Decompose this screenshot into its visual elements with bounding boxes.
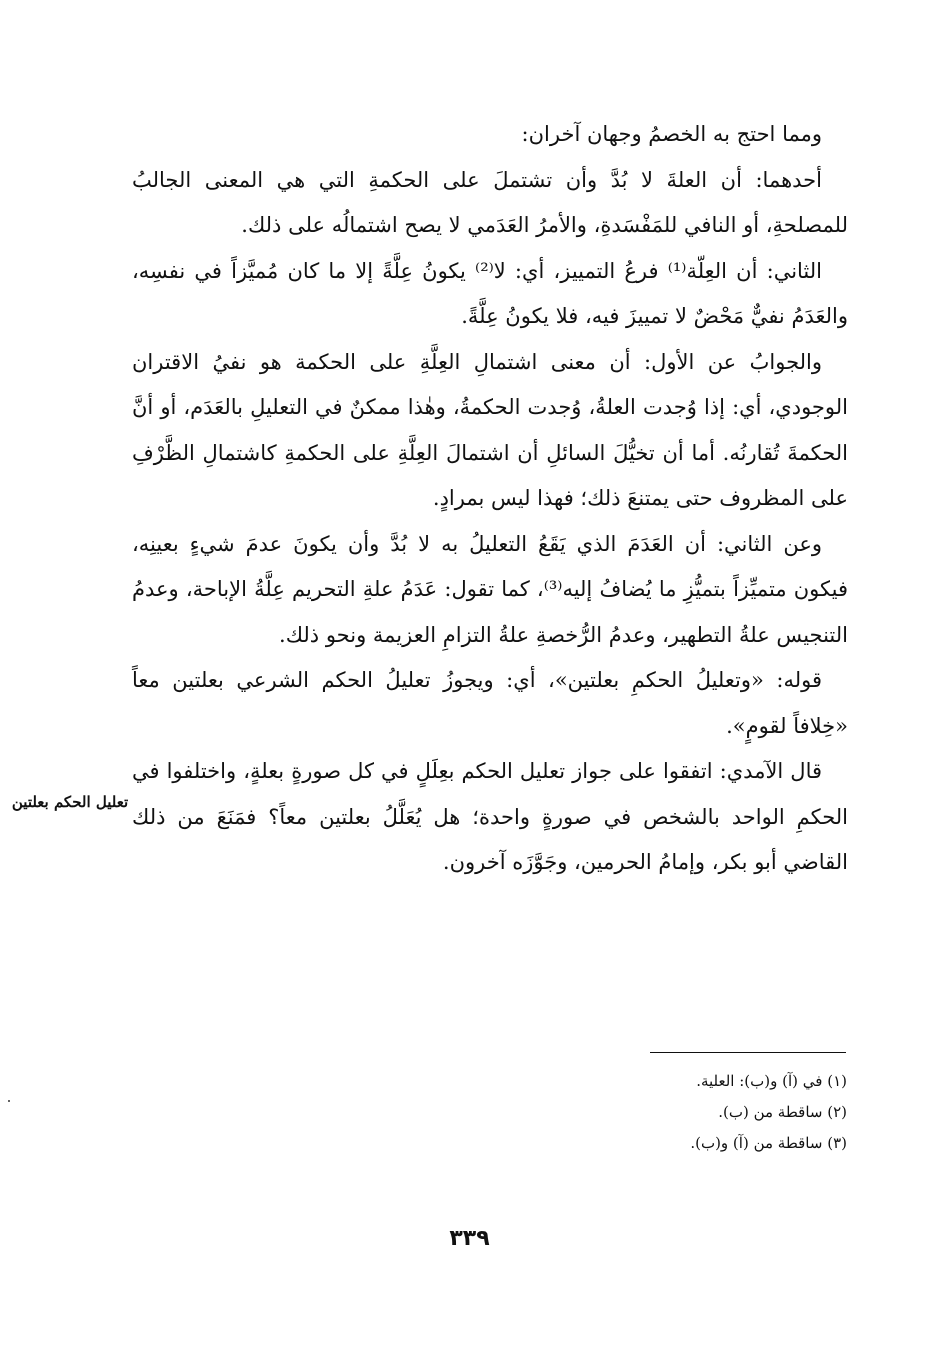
paragraph: والجوابُ عن الأول: أن معنى اشتمالِ العِلَّةِ على الحكمة هو نفيُ الاقتران الوجودي، أي: إذا وُجدت العلةُ، وُجدت الحكمةُ، وهٰذا ممكنٌ في التعليلِ بالعَدَم، أو أنَّ الحكمةَ تُقارنُه. أما أن تخيُّلَ السائلِ أن اشتمالَ العِلَّةِ على الحكمةِ كاشتمالِ الظَّرْفِ على المظروف حتى يمتنعَ ذلك؛ فهذا ليس بمرادٍ. [132,349,848,510]
margin-heading: تعليل الحكم بعلتين [11,793,129,811]
footnote: (٢) ساقطة من (ب). [718,1103,847,1121]
footnote: (٣) ساقطة من (آ) و(ب). [690,1134,847,1152]
paragraph: وعن الثاني: أن العَدَمَ الذي يَقَعُ التعليلُ به لا بُدَّ وأن يكونَ عدمَ شيءٍ بعينِه، فيكون متميِّزاً بتميُّزِ ما يُضافُ إليه⁽³⁾، كما تقول: عَدَمُ علةِ التحريم عِلَّةُ الإباحة، وعدمُ التنجيس علةُ التطهير، وعدمُ الرُّخصةِ علةُ التزامِ العزيمة ونحو ذلك. [132,531,848,647]
paragraph: الثاني: أن العِلّة⁽¹⁾ فرعُ التمييز، أي: لا⁽²⁾ يكونُ عِلَّةً إلا ما كان مُميَّزاً في نفسِه، والعَدَمُ نفيٌّ مَحْضٌ لا تمييزَ فيه، فلا يكونُ عِلَّةً. [132,258,848,328]
footnote: (١) في (آ) و(ب): العلية. [696,1072,847,1090]
footnote-divider [650,1052,846,1053]
paragraph: قال الآمدي: اتفقوا على جواز تعليل الحكم بعِلَلٍ في كل صورةٍ بعلةٍ، واختلفوا في الحكمِ الواحد بالشخص في صورةٍ واحدة؛ هل يُعَلَّلُ بعلتين معاً؟ فمَنَعَ من ذلك القاضي أبو بكر، وإمامُ الحرمين، وجَوَّزَه آخرون. [132,759,848,874]
main-text [132,112,848,886]
paragraph: أحدهما: أن العلةَ لا بُدَّ وأن تشتملَ على الحكمةِ التي هي المعنى الجالبُ للمصلحةِ، أو النافي للمَفْسَدةِ، والأمرُ العَدَمي لا يصح اشتمالُه على ذلك. [132,167,848,237]
paragraph: ومما احتج به الخصمُ وجهان آخران: [521,122,822,146]
scan-speck [8,1100,10,1102]
page-number: ٣٣٩ [449,1226,490,1251]
footnotes [347,1066,847,1159]
paragraph: قوله: «وتعليلُ الحكمِ بعلتين»، أي: ويجوزُ تعليلُ الحكم الشرعي بعلتين معاً «خِلافاً لقومٍ». [132,668,848,738]
